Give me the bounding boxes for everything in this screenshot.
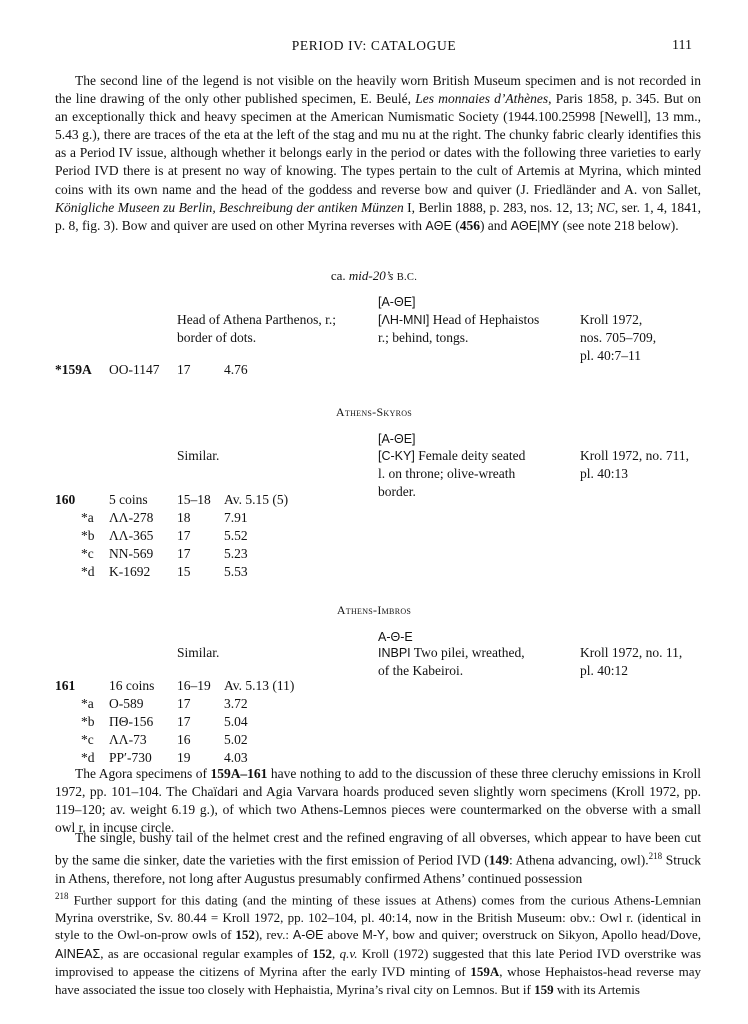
reference-line-1: Kroll 1972, no. 711, (580, 448, 689, 463)
reverse-description-line-2: r.; behind, tongs. (378, 330, 469, 345)
specimen-size: 17 (177, 714, 191, 729)
specimen-weight: 3.72 (224, 696, 248, 711)
specimen-mark: *c (81, 732, 94, 747)
coin-count: 5 coins (109, 492, 148, 507)
specimen-size: 18 (177, 510, 191, 525)
specimen-mark: *a (81, 696, 94, 711)
specimen-size: 17 (177, 546, 191, 561)
reference-line-1: Kroll 1972, no. 11, (580, 645, 683, 660)
page-number: 111 (672, 38, 692, 53)
specimen-mark: *d (81, 564, 95, 579)
specimen-mark: *b (81, 528, 95, 543)
obverse-description: Similar. (177, 448, 220, 463)
footnote-218: $^{218}$ Further support for this dating (and the minting of these issues at Athens) comes from the curious Athens-Lemnian Myrina overstrike, Sv. 80.44 = Kroll 1972, pp. 102–104, pl. 40:14, now in the British Museum: obv.: Owl r. (identical in style to the Owl-on-prow owls of 152), rev.: A-ΘE above M-Y, bow and quiver; overstruck on Sikyon, Apollo head/Dove, AINEAΣ, as are occasional regular examples of 152, q.v. Kroll (1972) suggested that this late Period IVD overstrike was improvised to appease the citizens of Myrina after the early IVD minting of 159A, whose Hephaistos-head reverse may have associated the issue too closely with Hephaistia, Myrina’s rival city on Lemnos. But if 159 with its Artemis (55, 891, 702, 997)
legend-line-1: A-Θ-E (378, 630, 413, 644)
average-weight: Av. 5.15 (5) (224, 492, 289, 507)
weight-g: 4.76 (224, 362, 248, 377)
discussion-paragraph-2: The single, bushy tail of the helmet crest and the refined engraving of all obverses, which appear to have been cut by the same die sinker, date the varieties with the first emission of Period IVD (149: Athena advancing, owl).$^{218}$ Struck in Athens, therefore, not long after Augustus presumably confirmed Athens’ continued possession (55, 830, 701, 886)
size-range: 15–18 (177, 492, 211, 507)
specimen-inventory: ΛΛ-278 (109, 510, 154, 525)
section-title-athens-skyros: Athens-Skyros (335, 405, 413, 419)
catalogue-number: 160 (55, 492, 76, 507)
legend-line-1: [A-ΘE] (378, 432, 416, 446)
reference-line-2: pl. 40:12 (580, 663, 629, 678)
reference-line-1: Kroll 1972, (580, 312, 643, 327)
reverse-description-line-1: [C-KY] Female deity seated (378, 448, 526, 463)
specimen-inventory: ΛΛ-73 (109, 732, 147, 747)
specimen-weight: 7.91 (224, 510, 248, 525)
inventory-number: OO-1147 (109, 362, 160, 377)
specimen-inventory: O-589 (109, 696, 144, 711)
specimen-mark: *d (81, 750, 95, 765)
reference-line-2: nos. 705–709, (580, 330, 657, 345)
reference-line-3: pl. 40:7–11 (580, 348, 642, 363)
size-range: 16–19 (177, 678, 211, 693)
specimen-mark: *c (81, 546, 94, 561)
discussion-paragraph-1: The Agora specimens of 159A–161 have nothing to add to the discussion of these three cleruchy emissions in Kroll 1972, pp. 101–104. The Chaïdari and Agia Varvara hoards produced seven slightly worn specimens (Kroll 1972, pp. 119–120; av. weight 6.19 g.), of which two Athens-Lemnos pieces were countermarked on the obverse with a small owl r. in incuse circle. (55, 766, 701, 836)
obverse-description: Similar. (177, 645, 220, 660)
specimen-size: 19 (177, 750, 191, 765)
specimen-weight: 5.02 (224, 732, 248, 747)
specimen-inventory: PP′-730 (109, 750, 152, 765)
running-header-title: PERIOD IV: CATALOGUE (291, 38, 457, 53)
specimen-weight: 5.04 (224, 714, 248, 729)
specimen-size: 16 (177, 732, 191, 747)
section-title-athens-imbros: Athens-Imbros (336, 603, 412, 617)
catalogue-number: 161 (55, 678, 76, 693)
specimen-size: 15 (177, 564, 191, 579)
specimen-inventory: ΠΘ-156 (109, 714, 154, 729)
specimen-inventory: K-1692 (109, 564, 151, 579)
reverse-description-line-2: l. on throne; olive-wreath (378, 466, 516, 481)
specimen-weight: 5.23 (224, 546, 248, 561)
legend-line-1: [A-ΘE] (378, 295, 416, 309)
intro-paragraph: The second line of the legend is not visible on the heavily worn British Museum specimen and is not recorded in the line drawing of the only other published specimen, E. Beulé, Les monnaies d’Athènes, Paris 1858, p. 345. But on an exceptionally thick and heavy specimen at the American Numismatic Society (1944.100.25998 [Newell], 13 mm., 5.43 g.), there are traces of the eta at the left of the stag and mu nu at the right. The chunky fabric clearly identifies this as a Period IV issue, although whether it belongs early in the period or dates with the following three varieties to early Period IVD there is at present no way of knowing. The types pertain to the cult of Artemis at Myrina, which minted coins with its own name and the head of the goddess and reverse bow and quiver (J. Friedländer and A. von Sallet, Königliche Museen zu Berlin, Beschreibung der antiken Münzen I, Berlin 1888, p. 283, nos. 12, 13; NC, ser. 1, 4, 1841, p. 8, fig. 3). Bow and quiver are used on other Myrina reverses with AΘE (456) and AΘE|MY (see note 218 below). (55, 73, 702, 233)
reference-line-2: pl. 40:13 (580, 466, 629, 481)
size-mm: 17 (177, 362, 191, 377)
specimen-size: 17 (177, 528, 191, 543)
obverse-description-line-1: Head of Athena Parthenos, r.; (177, 312, 336, 327)
reverse-description-line-3: border. (378, 484, 416, 499)
date-heading: ca. mid-20’s B.C. (330, 268, 418, 283)
specimen-size: 17 (177, 696, 191, 711)
specimen-inventory: ΛΛ-365 (109, 528, 154, 543)
coin-count: 16 coins (109, 678, 155, 693)
specimen-inventory: NN-569 (109, 546, 154, 561)
reverse-description-line-1: [ΛH-MNI] Head of Hephaistos (378, 312, 540, 327)
specimen-weight: 5.52 (224, 528, 248, 543)
specimen-mark: *a (81, 510, 94, 525)
catalogue-number: *159A (55, 362, 92, 377)
obverse-description-line-2: border of dots. (177, 330, 257, 345)
specimen-mark: *b (81, 714, 95, 729)
specimen-weight: 5.53 (224, 564, 248, 579)
reverse-description-line-1: INBPI Two pilei, wreathed, (378, 645, 525, 660)
average-weight: Av. 5.13 (11) (224, 678, 295, 693)
specimen-weight: 4.03 (224, 750, 248, 765)
reverse-description-line-2: of the Kabeiroi. (378, 663, 464, 678)
